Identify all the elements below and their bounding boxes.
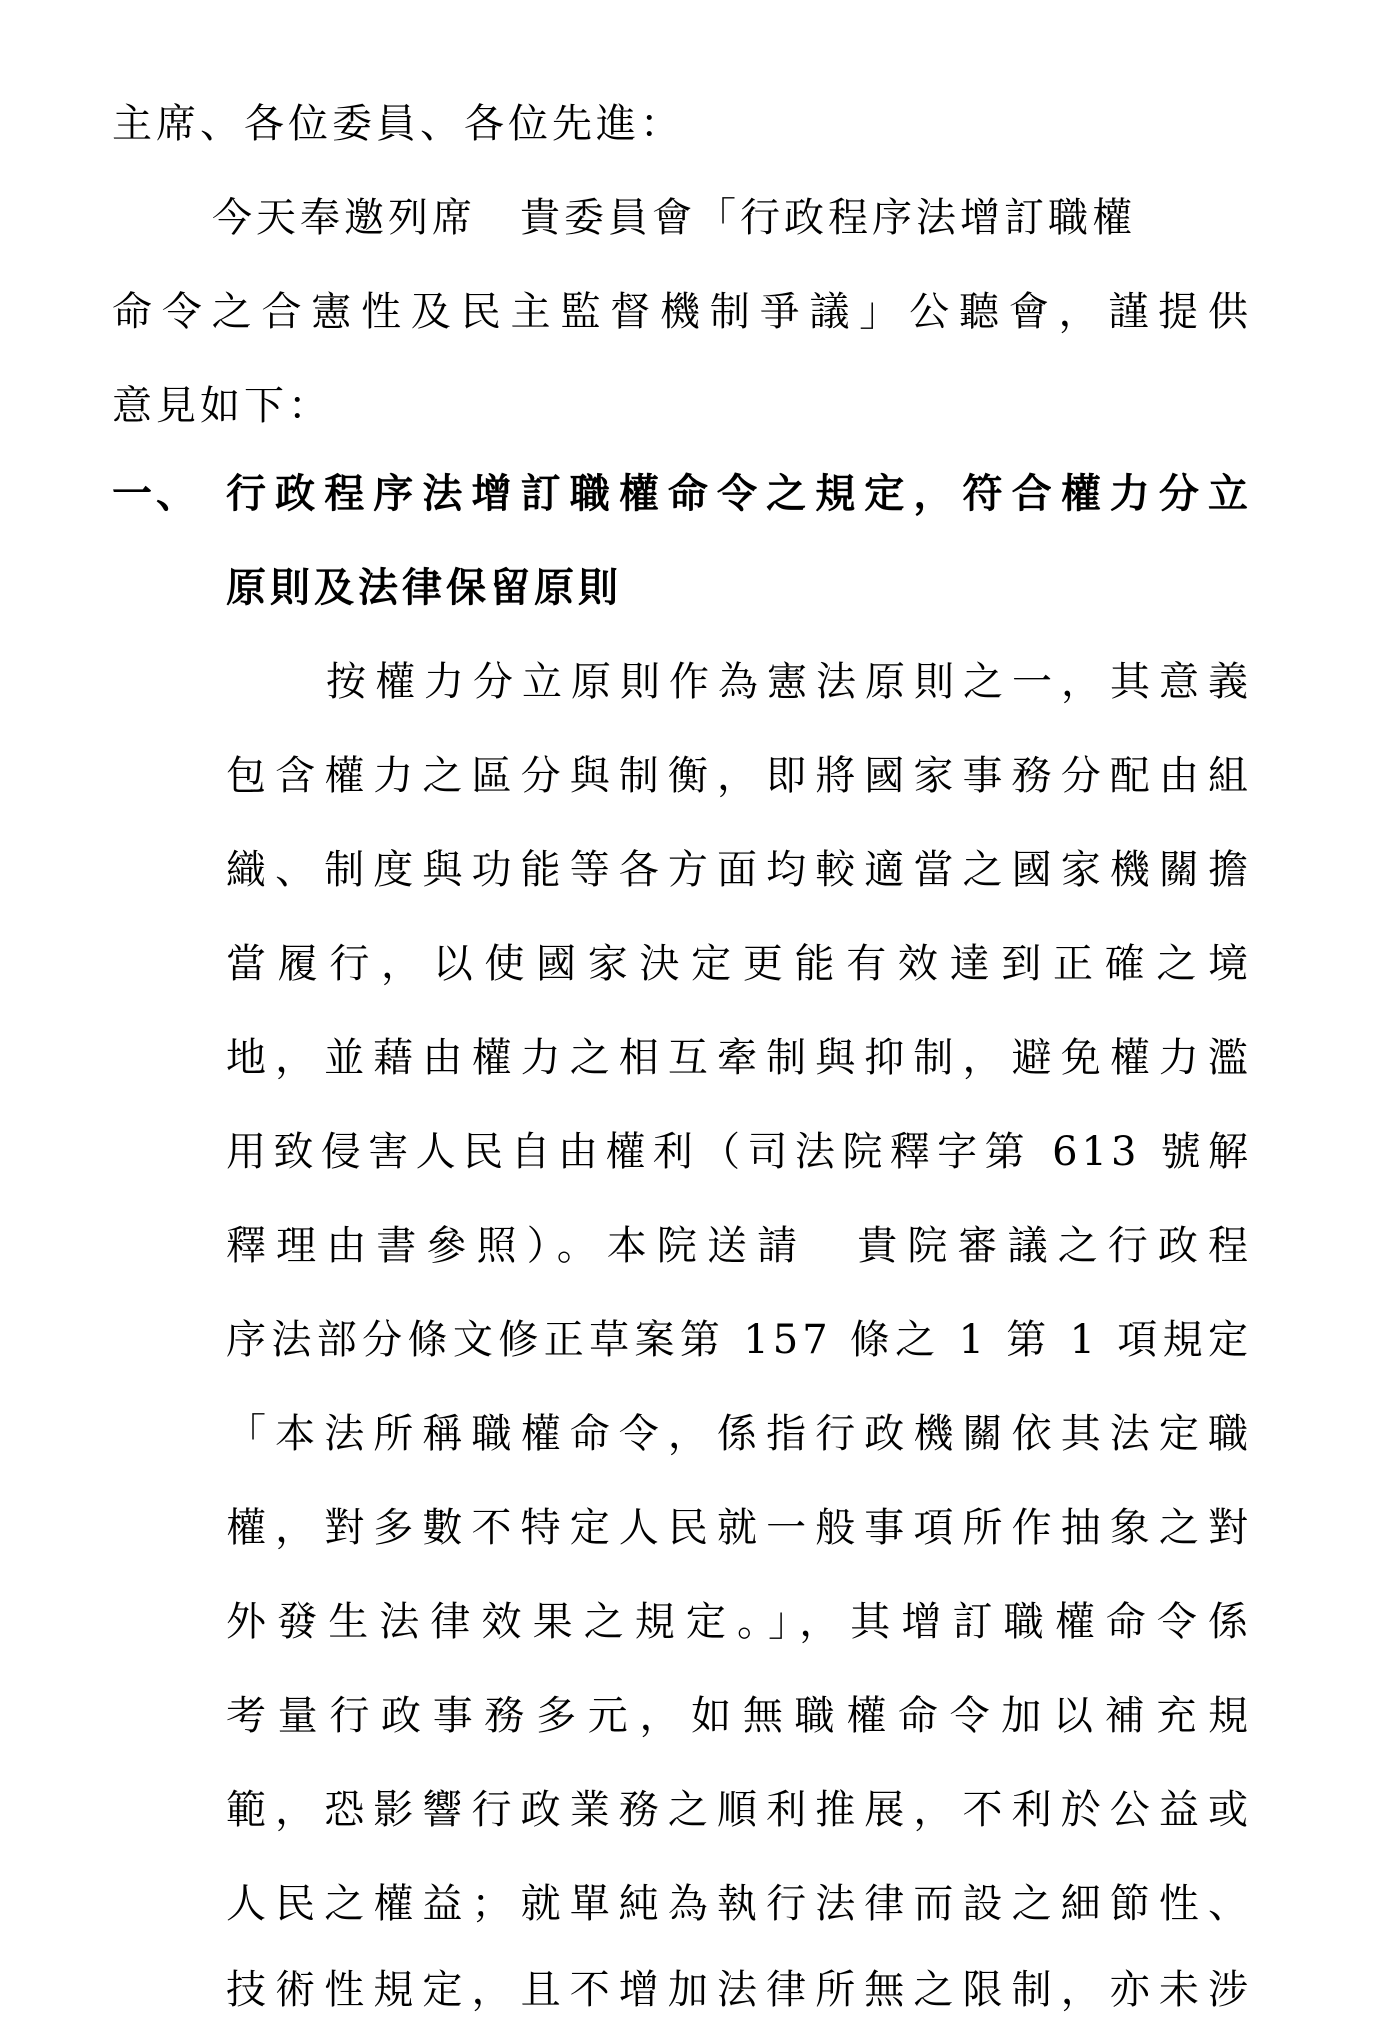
body-line-12: 考量行政事務多元，如無職權命令加以補充規	[226, 1693, 1252, 1739]
body-line-5: 地，並藉由權力之相互牽制與抑制，避免權力濫	[226, 1035, 1252, 1081]
body-line-13: 範，恐影響行政業務之順利推展，不利於公益或	[226, 1787, 1252, 1833]
body-line-3: 織、制度與功能等各方面均較適當之國家機關擔	[226, 847, 1252, 893]
body-line-14: 人民之權益；就單純為執行法律而設之細節性、	[226, 1881, 1252, 1927]
body-line-7: 釋理由書參照）。本院送請 貴院審議之行政程	[226, 1223, 1252, 1269]
body-line-2: 包含權力之區分與制衡，即將國家事務分配由組	[226, 753, 1252, 799]
body-line-10: 權，對多數不特定人民就一般事項所作抽象之對	[226, 1505, 1252, 1551]
section-1-heading-line-2: 原則及法律保留原則	[226, 564, 622, 611]
section-1-heading-line-1: 行政程序法增訂職權命令之規定，符合權力分立	[226, 470, 1252, 517]
body-line-6: 用致侵害人民自由權利（司法院釋字第 613 號解	[226, 1129, 1252, 1175]
body-line-15: 技術性規定，且不增加法律所無之限制，亦未涉	[226, 1967, 1252, 2013]
intro-line-1: 今天奉邀列席 貴委員會「行政程序法增訂職權	[212, 195, 1136, 241]
body-line-11: 外發生法律效果之規定。」，其增訂職權命令係	[226, 1599, 1252, 1645]
body-line-9: 「本法所稱職權命令，係指行政機關依其法定職	[226, 1411, 1252, 1457]
intro-line-3: 意見如下：	[112, 383, 332, 429]
body-line-4: 當履行，以使國家決定更能有效達到正確之境	[226, 941, 1252, 987]
section-1-marker: 一、	[112, 470, 200, 517]
intro-line-2: 命令之合憲性及民主監督機制爭議」公聽會，謹提供	[112, 289, 1252, 335]
body-line-1: 按權力分立原則作為憲法原則之一，其意義	[326, 659, 1252, 705]
body-line-8: 序法部分條文修正草案第 157 條之 1 第 1 項規定	[226, 1317, 1252, 1363]
salutation: 主席、各位委員、各位先進：	[112, 101, 684, 147]
